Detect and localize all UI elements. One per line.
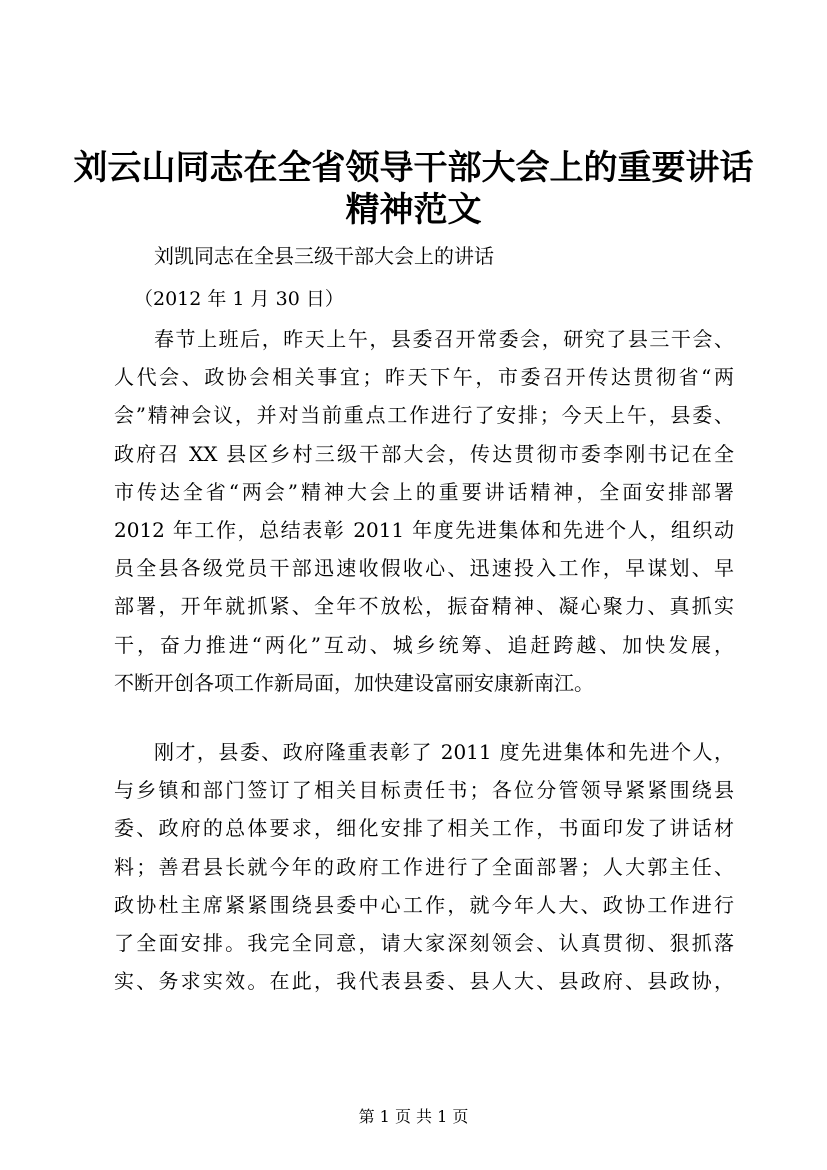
paragraph-line: 会”精神会议，并对当前重点工作进行了安排；今天上午，县委、 <box>114 403 734 428</box>
paragraph-line: 不断开创各项工作新局面，加快建设富丽安康新南江。 <box>114 670 594 695</box>
paragraph-line: 人代会、政协会相关事宜；昨天下午，市委召开传达贯彻省“两 <box>114 365 734 390</box>
paragraph-line: 政府召 XX 县区乡村三级干部大会，传达贯彻市委李刚书记在全 <box>114 441 734 466</box>
paragraph-line: 部署，开年就抓紧、全年不放松，振奋精神、凝心聚力、真抓实 <box>114 594 734 619</box>
paragraph-line: 2012 年工作，总结表彰 2011 年度先进集体和先进个人，组织动 <box>114 517 734 542</box>
paragraph-line: 料；善君县长就今年的政府工作进行了全面部署；人大郭主任、 <box>114 854 734 879</box>
body-paragraph-2 <box>114 733 734 1000</box>
paragraph-line: 春节上班后，昨天上午，县委召开常委会，研究了县三干会、 <box>154 327 734 351</box>
speech-subtitle: 刘凯同志在全县三级干部大会上的讲话 <box>154 244 494 268</box>
paragraph-line: 与乡镇和部门签订了相关目标责任书；各位分管领导紧紧围绕县 <box>114 778 734 803</box>
paragraph-line: 实、务求实效。在此，我代表县委、县人大、县政府、县政协， <box>114 969 734 994</box>
speech-date: （2012 年 1 月 30 日） <box>134 288 344 310</box>
document-title-line-1: 刘云山同志在全省领导干部大会上的重要讲话 <box>73 148 754 188</box>
body-paragraph-1 <box>114 320 734 702</box>
page-footer: 第 1 页 共 1 页 <box>358 1107 469 1126</box>
paragraph-line: 干，奋力推进“两化”互动、城乡统筹、追赶跨越、加快发展， <box>114 632 734 657</box>
paragraph-line: 政协杜主席紧紧围绕县委中心工作，就今年人大、政协工作进行 <box>114 892 734 917</box>
document-title-line-2: 精神范文 <box>345 190 482 230</box>
paragraph-line: 市传达全省“两会”精神大会上的重要讲话精神，全面安排部署 <box>114 479 734 504</box>
paragraph-line: 刚才，县委、政府隆重表彰了 2011 度先进集体和先进个人， <box>154 740 734 764</box>
paragraph-line: 员全县各级党员干部迅速收假收心、迅速投入工作，早谋划、早 <box>114 556 734 581</box>
paragraph-line: 了全面安排。我完全同意，请大家深刻领会、认真贯彻、狠抓落 <box>114 930 734 955</box>
paragraph-line: 委、政府的总体要求，细化安排了相关工作，书面印发了讲话材 <box>114 816 734 841</box>
